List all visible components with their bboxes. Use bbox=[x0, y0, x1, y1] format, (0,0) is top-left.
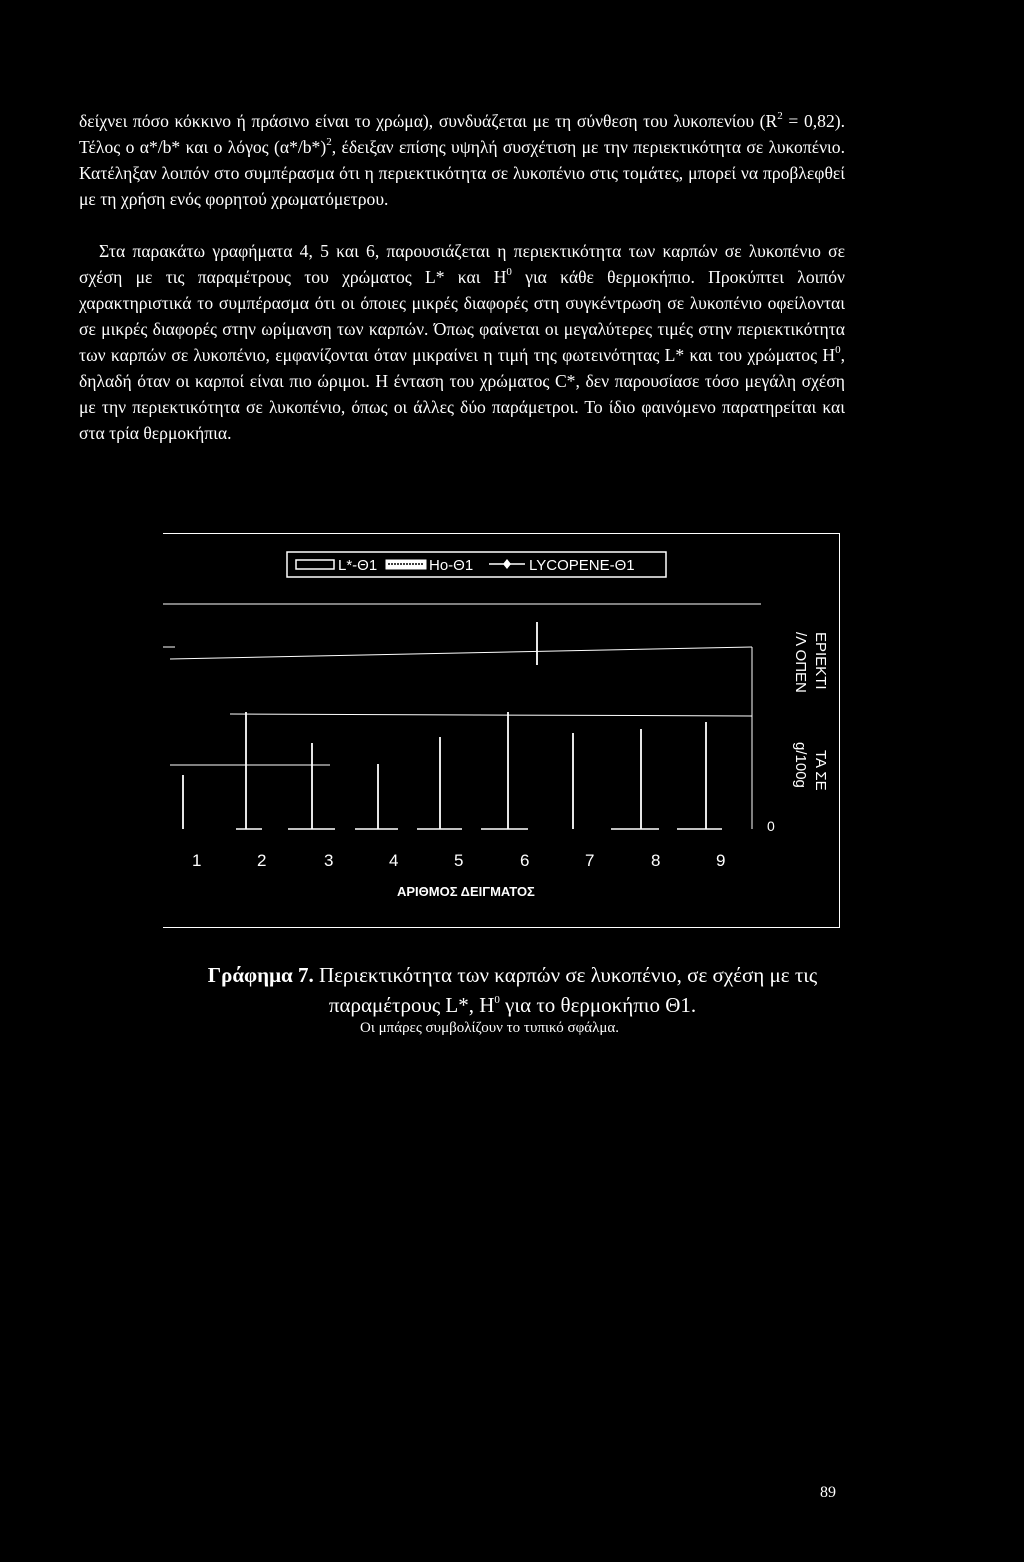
x-axis-title: ΑΡΙΘΜΟΣ ΔΕΙΓΜΑΤΟΣ bbox=[397, 884, 535, 899]
right-axis-label-line2: /Λ ΟΠΕΝ bbox=[792, 632, 809, 693]
legend-label-h: Ho-Θ1 bbox=[429, 557, 474, 574]
x-tick-5: 5 bbox=[454, 851, 464, 870]
legend-swatch-l bbox=[296, 560, 334, 569]
x-tick-3: 3 bbox=[324, 851, 334, 870]
x-tick-1: 1 bbox=[192, 851, 202, 870]
figure-label: Γράφημα 7. bbox=[207, 963, 314, 987]
figure-caption-line2: παραμέτρους L*, $H^0$ για το θερμοκήπιο Θ1. bbox=[328, 993, 697, 1017]
legend-label-lycopene: LYCOPENE-Θ1 bbox=[529, 557, 635, 574]
right-axis-label-line1: ΕΡΙΕΚΤΙ bbox=[812, 632, 829, 690]
page-number: 89 bbox=[820, 1484, 836, 1501]
x-tick-8: 8 bbox=[651, 851, 661, 870]
right-axis-label-line3: ΤΑ ΣΕ bbox=[812, 750, 829, 791]
x-tick-2: 2 bbox=[257, 851, 267, 870]
x-tick-6: 6 bbox=[520, 851, 530, 870]
x-tick-9: 9 bbox=[716, 851, 726, 870]
x-tick-4: 4 bbox=[389, 851, 399, 870]
x-tick-labels bbox=[192, 851, 725, 870]
paragraph-1: δείχνει πόσο κόκκινο ή πράσινο είναι το χρώμα), συνδυάζεται με τη σύνθεση του λυκοπενίου $(R^2 = 0,82)$. Τέλος ο α*/b* και ο λόγος $(\alpha*/b*)^2$, έδειξαν επίσης υψηλή συσχέτιση με την περιεκτικότητα σε λυκοπένιο. Κατέληξαν λοιπόν στο συμπέρασμα ότι η περιεκτικότητα σε λυκοπένιο στις τομάτες, μπορεί να προβλεφθεί με τη χρήση ενός φορητού χρωματόμετρου. bbox=[79, 110, 845, 209]
paragraph-2: Στα παρακάτω γραφήματα 4, 5 και 6, παρουσιάζεται η περιεκτικότητα των καρπών σε λυκοπένιο σε σχέση με τις παραμέτρους του χρώματος L* και $H^0$ για κάθε θερμοκήπιο. Προκύπτει λοιπόν χαρακτηριστικά το συμπέρασμα ότι οι όποιες μικρές διαφορές στη συγκέντρωση σε λυκοπένιο οφείλονται σε μικρές διαφορές στην ωρίμανση των καρπών. Όπως φαίνεται οι μεγαλύτερες τιμές στην περιεκτικότητα των καρπών σε λυκοπένιο, εμφανίζονται όταν μικραίνει η τιμή της φωτεινότητας L* και του χρώματος $H^0$, δηλαδή όταν οι καρποί είναι πιο ώριμοι. Η ένταση του χρώματος C*, δεν παρουσίασε τόσο μεγάλη σχέση με την περιεκτικότητα σε λυκοπένιο, όπως οι άλλες δύο παράμετροι. Το ίδιο φαινόμενο παρατηρείται και στα τρία θερμοκήπια. bbox=[79, 241, 845, 443]
right-axis-zero: 0 bbox=[767, 818, 775, 834]
right-axis-label bbox=[792, 632, 829, 791]
right-axis-label-line4: g/100g bbox=[792, 742, 809, 788]
series-line-middle bbox=[230, 714, 752, 716]
series-line-upper bbox=[170, 647, 752, 659]
legend-label-l: L*-Θ1 bbox=[338, 557, 378, 574]
figure-note: Οι μπάρες συμβολίζουν το τυπικό σφάλμα. bbox=[359, 1020, 620, 1036]
legend-marker-lycopene-icon bbox=[503, 559, 511, 569]
x-tick-7: 7 bbox=[585, 851, 595, 870]
figure-caption-line1: Γράφημα 7. Περιεκτικότητα των καρπών σε λυκοπένιο, σε σχέση με τις bbox=[207, 963, 818, 987]
